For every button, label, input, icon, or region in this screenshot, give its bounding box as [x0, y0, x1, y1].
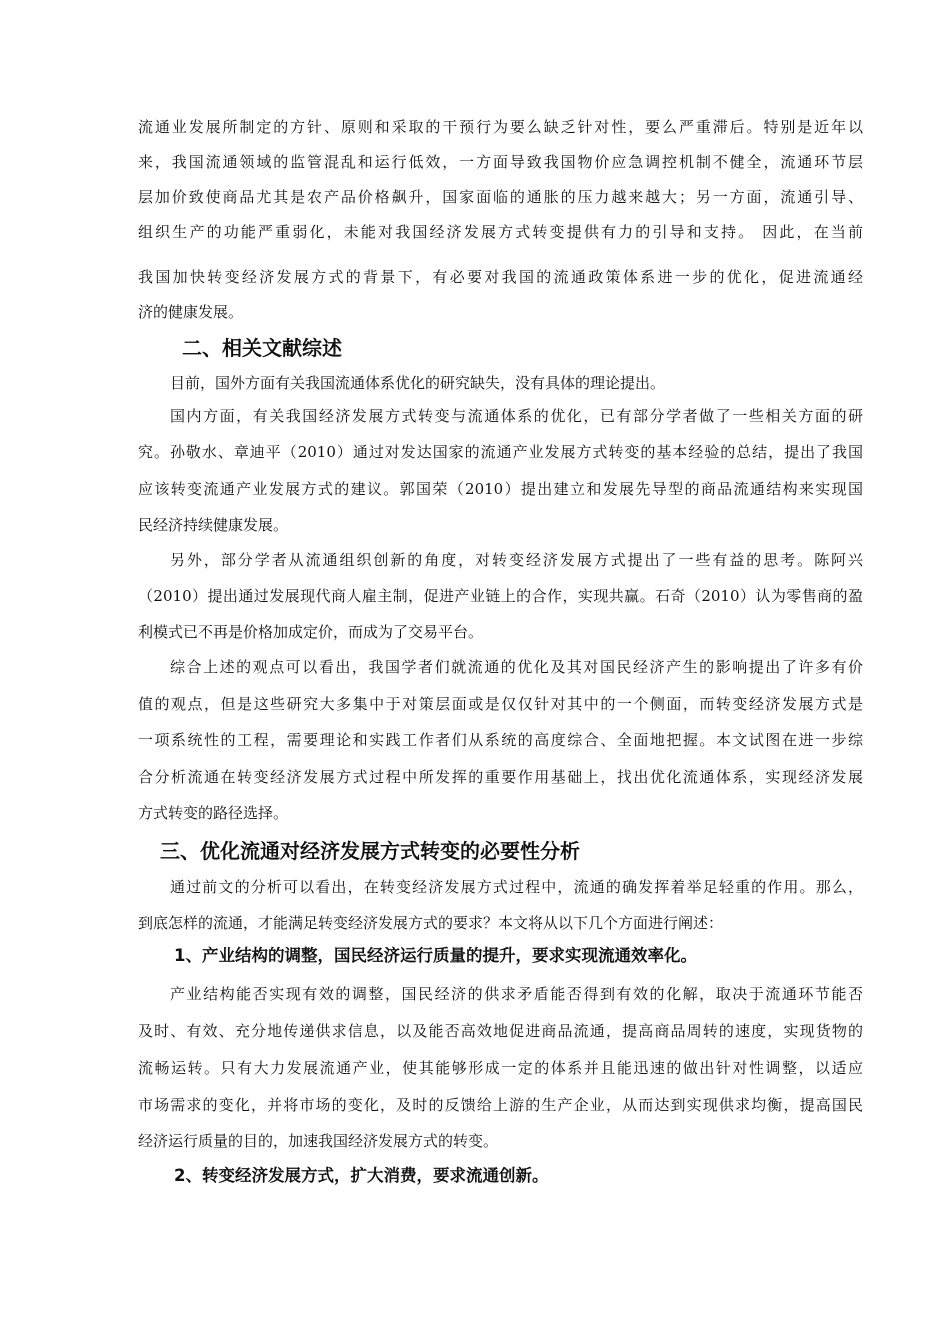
paragraph-line: 产业结构能否实现有效的调整，国民经济的供求矛盾能否得到有效的化解，取决于流通环节能否 — [170, 985, 863, 1003]
paragraph-line: 合分析流通在转变经济发展方式过程中所发挥的重要作用基础上，找出优化流通体系，实现经济发展 — [138, 768, 863, 786]
paragraph-line: 层加价致使商品尤其是农产品价格飙升，国家面临的通胀的压力越来越大；另一方面，流通引导、 — [138, 188, 863, 206]
paragraph-line: 通过前文的分析可以看出，在转变经济发展方式过程中，流通的确发挥着举足轻重的作用。那么， — [170, 878, 863, 896]
paragraph-line: 目前，国外方面有关我国流通体系优化的研究缺失，没有具体的理论提出。 — [170, 374, 666, 392]
paragraph-line: 值的观点，但是这些研究大多集中于对策层面或是仅仅针对其中的一个侧面，而转变经济发展方式是 — [138, 695, 863, 713]
paragraph-line: 国内方面，有关我国经济发展方式转变与流通体系的优化，已有部分学者做了一些相关方面的研 — [170, 407, 863, 425]
section-heading-review: 二、相关文献综述 — [182, 336, 342, 360]
paragraph-line: 综合上述的观点可以看出，我国学者们就流通的优化及其对国民经济产生的影响提出了许多有价 — [170, 658, 863, 676]
paragraph-line: 应该转变流通产业发展方式的建议。郭国荣（2010）提出建立和发展先导型的商品流通结构来实现国 — [138, 480, 863, 498]
paragraph-line: （2010）提出通过发展现代商人雇主制，促进产业链上的合作，实现共赢。石奇（2010）认为零售商的盈 — [138, 587, 863, 605]
paragraph-line: 方式转变的路径选择。 — [138, 804, 289, 822]
paragraph-line: 及时、有效、充分地传递供求信息，以及能否高效地促进商品流通，提高商品周转的速度，实现货物的 — [138, 1022, 863, 1040]
paragraph-line: 我国加快转变经济发展方式的背景下，有必要对我国的流通政策体系进一步的优化，促进流通经 — [138, 268, 863, 286]
paragraph-line: 济的健康发展。 — [138, 303, 244, 321]
paragraph-line: 组织生产的功能严重弱化，未能对我国经济发展方式转变提供有力的引导和支持。 因此，在当前 — [138, 223, 863, 241]
paragraph-line: 来，我国流通领域的监管混乱和运行低效，一方面导致我国物价应急调控机制不健全，流通环节层 — [138, 153, 863, 171]
paragraph-line: 一项系统性的工程，需要理论和实践工作者们从系统的高度综合、全面地把握。本文试图在进一步综 — [138, 731, 863, 749]
paragraph-line: 利模式已不再是价格加成定价，而成为了交易平台。 — [138, 623, 484, 641]
paragraph-line: 经济运行质量的目的，加速我国经济发展方式的转变。 — [138, 1132, 499, 1150]
subsection-heading-2: 2、转变经济发展方式，扩大消费，要求流通创新。 — [174, 1166, 549, 1185]
paragraph-line: 究。孙敬水、章迪平（2010）通过对发达国家的流通产业发展方式转变的基本经验的总结，提出了我国 — [138, 443, 863, 461]
paragraph-line: 市场需求的变化，并将市场的变化，及时的反馈给上游的生产企业，从而达到实现供求均衡，提高国民 — [138, 1096, 863, 1114]
paragraph-line: 民经济持续健康发展。 — [138, 516, 289, 534]
section-heading-analysis: 三、优化流通对经济发展方式转变的必要性分析 — [160, 839, 580, 863]
paragraph-line: 到底怎样的流通，才能满足转变经济发展方式的要求？本文将从以下几个方面进行阐述： — [138, 914, 724, 932]
paragraph-line: 流通业发展所制定的方针、原则和采取的干预行为要么缺乏针对性，要么严重滞后。特别是近年以 — [138, 118, 863, 136]
paragraph-line: 另外，部分学者从流通组织创新的角度，对转变经济发展方式提出了一些有益的思考。陈阿兴 — [170, 551, 863, 569]
paragraph-line: 流畅运转。只有大力发展流通产业，使其能够形成一定的体系并且能迅速的做出针对性调整，以适应 — [138, 1059, 863, 1077]
subsection-heading-1: 1、产业结构的调整，国民经济运行质量的提升，要求实现流通效率化。 — [174, 946, 697, 965]
